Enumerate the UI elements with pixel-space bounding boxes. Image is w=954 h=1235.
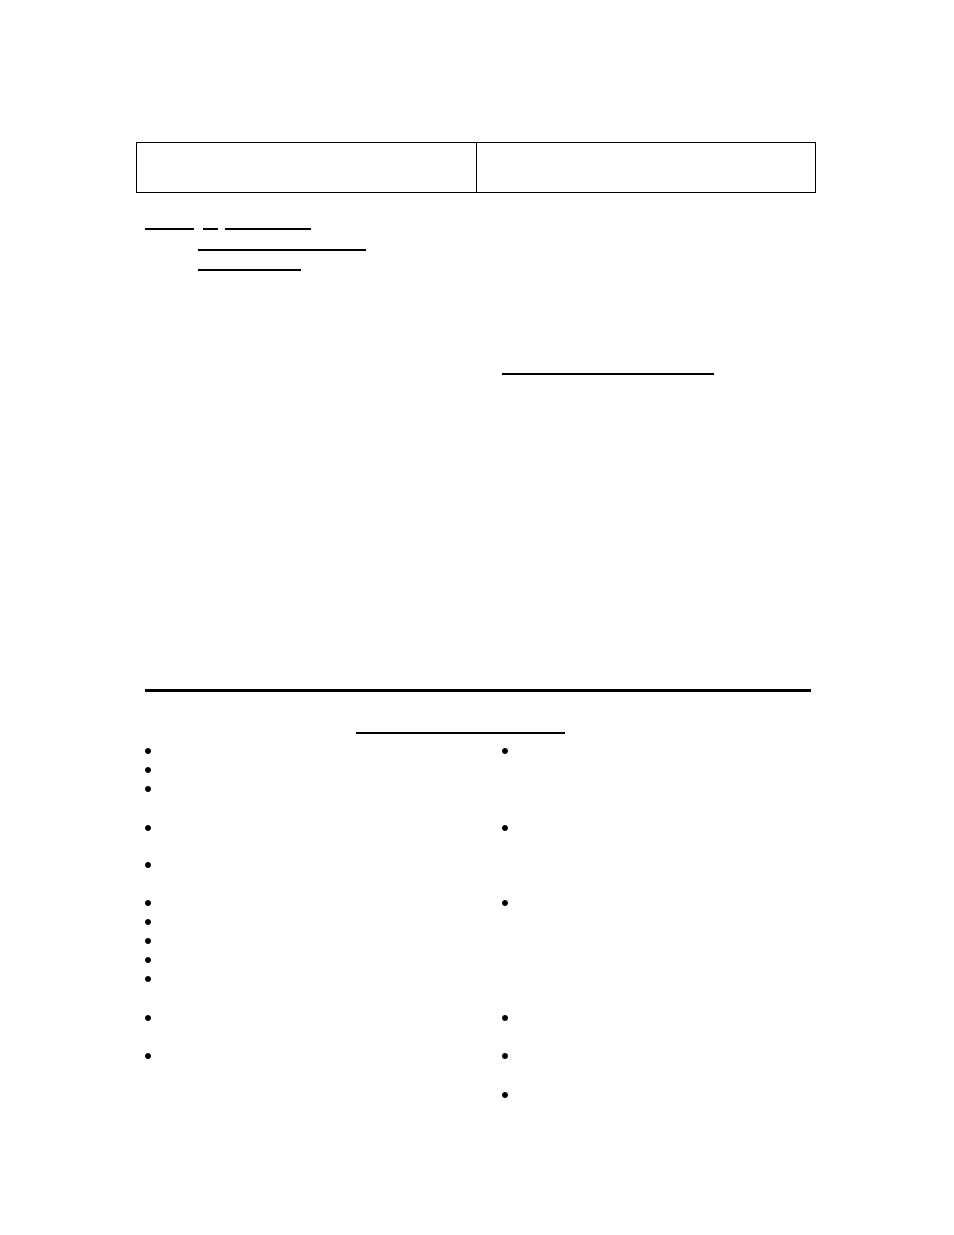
list-heading-underline: [356, 732, 565, 734]
list-bullet-right-3: [502, 900, 508, 906]
header-cell-right: [477, 143, 816, 192]
section-separator: [145, 689, 811, 692]
list-bullet-left-7: [145, 919, 151, 925]
list-bullet-left-9: [145, 957, 151, 963]
heading-underline-1b: [203, 228, 218, 230]
list-bullet-left-3: [145, 786, 151, 792]
list-bullet-left-4: [145, 825, 151, 831]
list-bullet-left-8: [145, 938, 151, 944]
heading-underline-1c: [225, 228, 311, 230]
section-underline-right: [502, 373, 714, 375]
heading-underline-1a: [145, 228, 194, 230]
list-bullet-right-1: [502, 748, 508, 754]
list-bullet-right-2: [502, 825, 508, 831]
list-bullet-left-6: [145, 900, 151, 906]
subheading-underline-1: [198, 249, 366, 251]
list-bullet-left-2: [145, 767, 151, 773]
list-bullet-right-5: [502, 1053, 508, 1059]
list-bullet-right-4: [502, 1015, 508, 1021]
list-bullet-left-5: [145, 862, 151, 868]
list-bullet-right-6: [502, 1092, 508, 1098]
list-bullet-left-11: [145, 1015, 151, 1021]
list-bullet-left-1: [145, 748, 151, 754]
list-bullet-left-10: [145, 976, 151, 982]
header-table: [136, 142, 816, 193]
header-cell-left: [137, 143, 477, 192]
subheading-underline-2: [198, 269, 301, 271]
list-bullet-left-12: [145, 1053, 151, 1059]
